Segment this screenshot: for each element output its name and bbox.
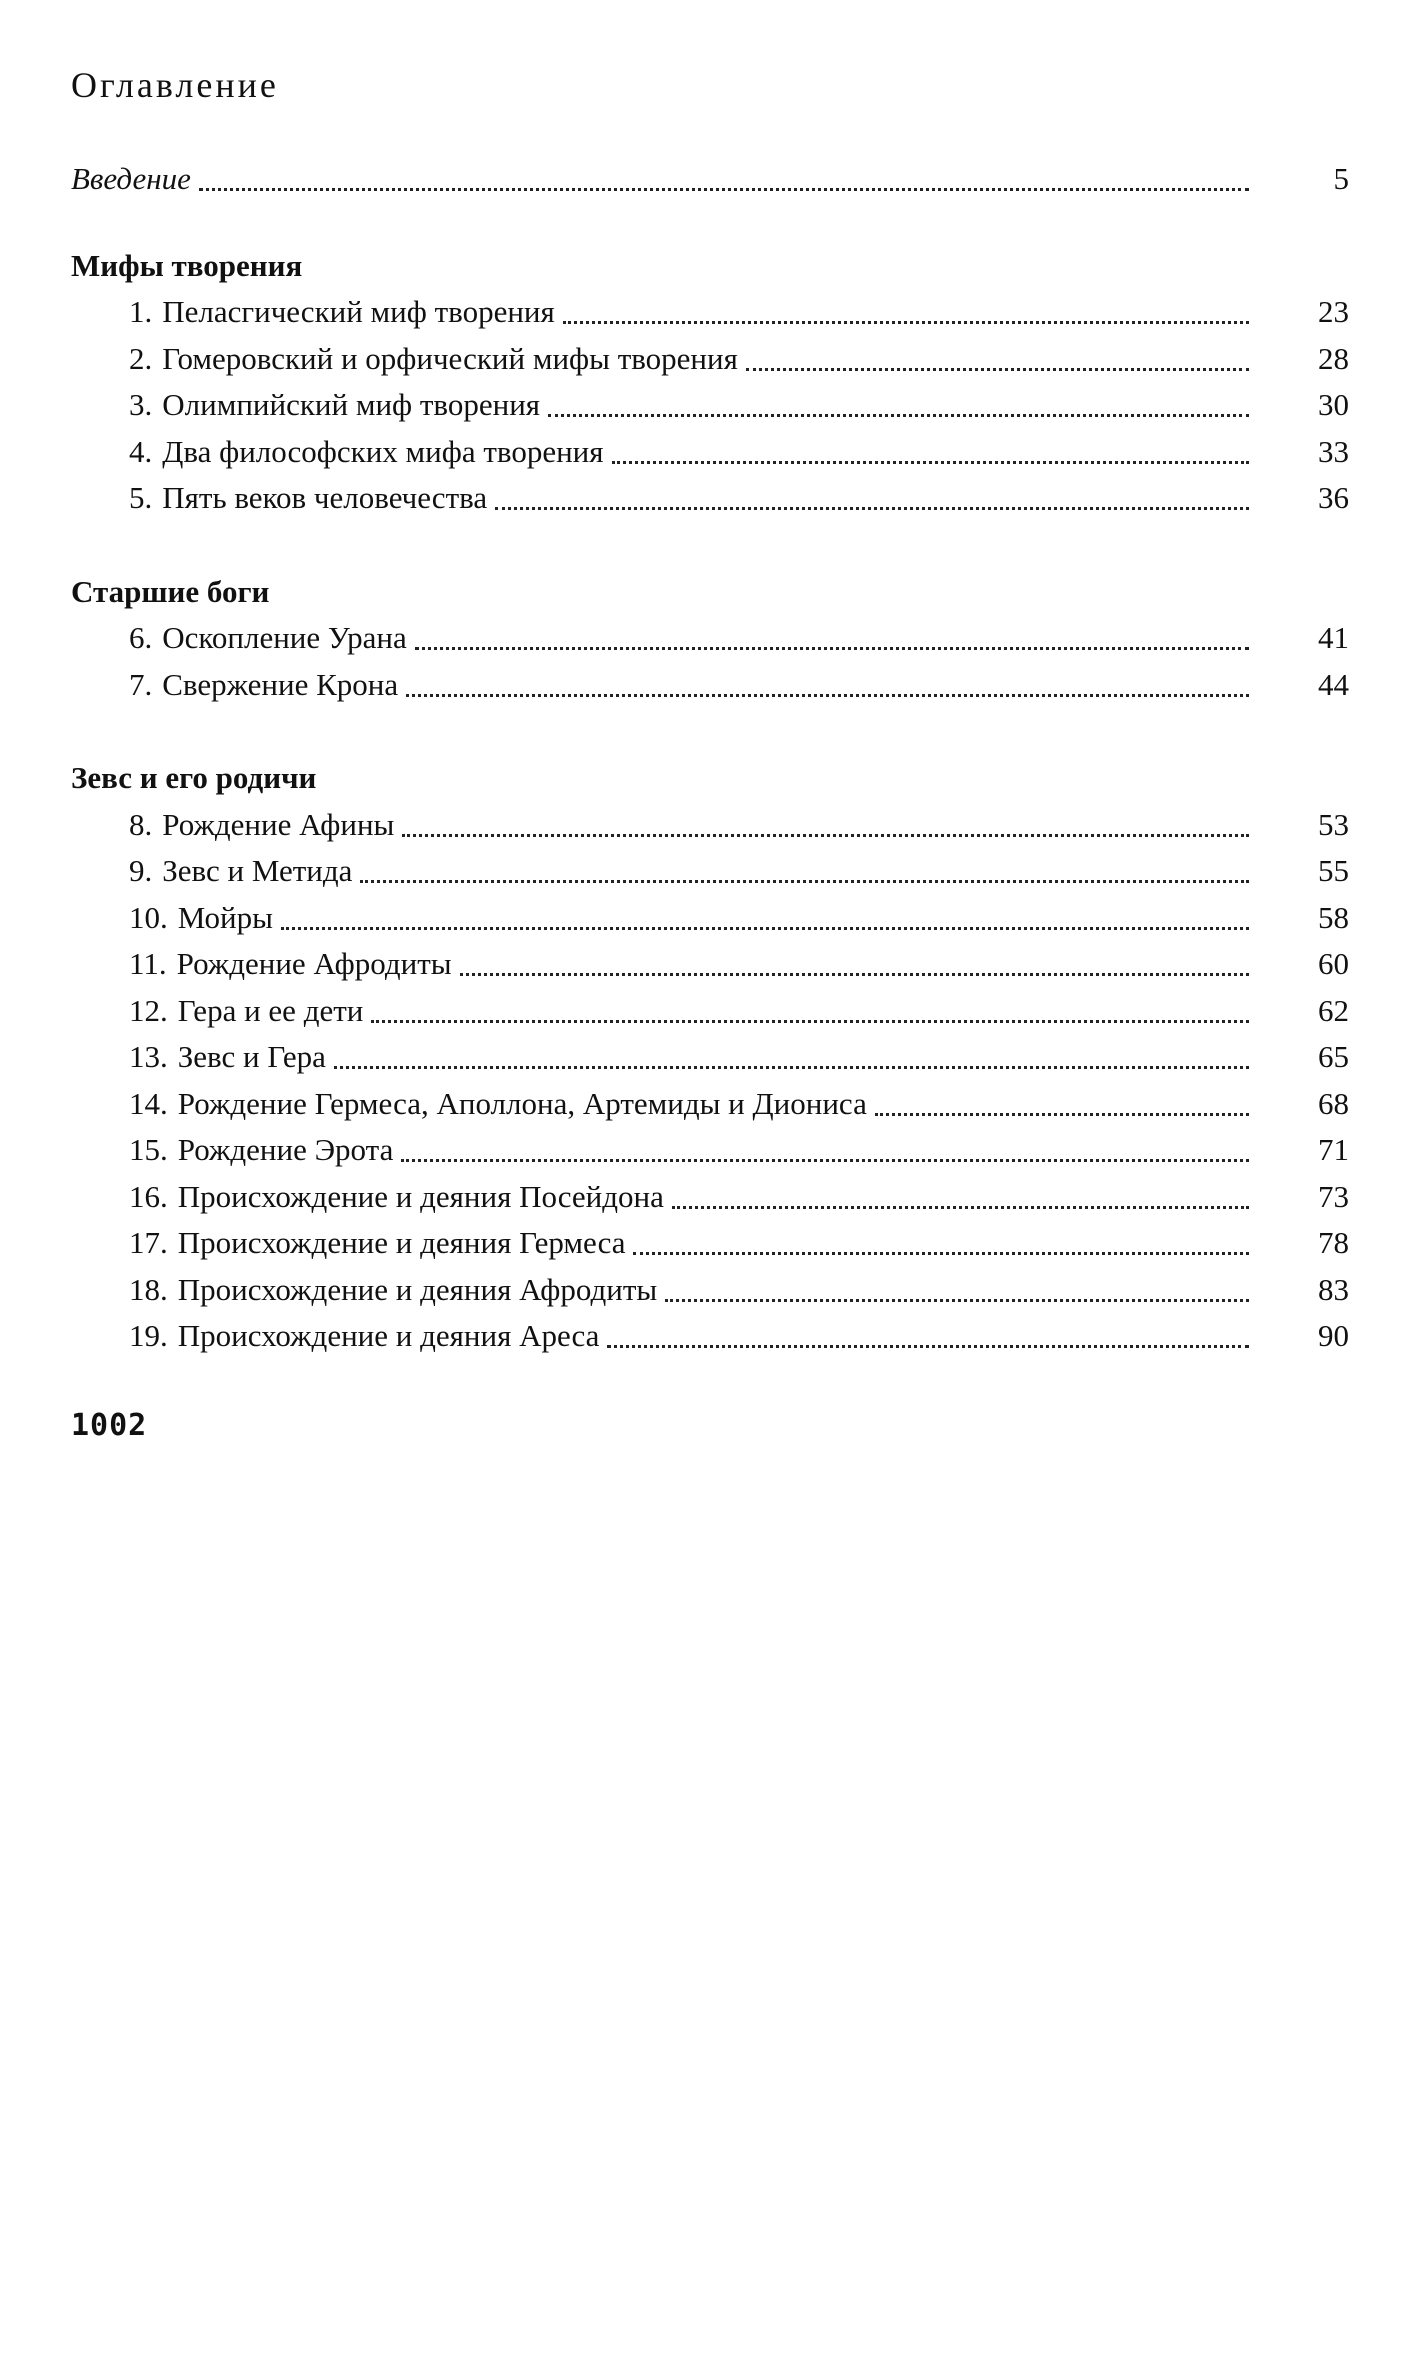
- toc-entry-number: 6.: [129, 620, 153, 655]
- toc-entry-number: 3.: [129, 387, 153, 422]
- toc-entry[interactable]: [71, 988, 1349, 1035]
- toc-entry-title: Происхождение и деяния Гермеса: [177, 1225, 626, 1260]
- page-title: Оглавление: [71, 65, 279, 105]
- toc-entry[interactable]: [71, 941, 1349, 988]
- toc-entry-title: Зевс и Метида: [162, 853, 353, 888]
- toc-entry-page: 23: [1318, 294, 1349, 329]
- section-title: Зевс и его родичи: [71, 760, 317, 795]
- toc-entry-number: 8.: [129, 806, 153, 842]
- dot-leader: [334, 1065, 1249, 1069]
- toc-entry-page: 60: [1318, 946, 1349, 981]
- toc-entry-page: 83: [1318, 1271, 1349, 1307]
- dot-leader: [612, 460, 1249, 464]
- toc-entry-number: 13.: [129, 1039, 168, 1074]
- toc-entry-title: Гера и ее дети: [177, 992, 364, 1028]
- toc-entry-page: 5: [1333, 161, 1349, 196]
- toc-entry[interactable]: [71, 895, 1349, 942]
- section-spacer: [71, 203, 1349, 243]
- toc-entry-number: 5.: [129, 480, 153, 515]
- toc-sections: [71, 203, 1349, 1360]
- toc-entry-title: Рождение Афродиты: [176, 946, 452, 981]
- page-folio: 1002: [71, 1408, 148, 1443]
- toc-entry-title: Рождение Эрота: [177, 1132, 394, 1167]
- toc-entry[interactable]: [71, 1174, 1349, 1221]
- dot-leader: [548, 413, 1249, 417]
- dot-leader: [281, 926, 1249, 930]
- toc-entry-page: 78: [1318, 1225, 1349, 1260]
- toc-entry-title: Два философских мифа творения: [162, 433, 604, 469]
- dot-leader: [371, 1019, 1249, 1023]
- toc-entry-number: 4.: [129, 433, 153, 469]
- dot-leader: [406, 693, 1249, 697]
- toc-entry-title: Олимпийский миф творения: [162, 387, 541, 422]
- toc-entry-title: Введение: [71, 161, 191, 196]
- toc-entry-page: 55: [1318, 853, 1349, 888]
- spacer: [71, 110, 1349, 156]
- toc-entry-title: Мойры: [177, 899, 273, 935]
- toc-entry[interactable]: [71, 1313, 1349, 1360]
- section-title: Старшие боги: [71, 573, 270, 609]
- toc-entry-title: Пеласгический миф творения: [162, 294, 555, 329]
- toc-entry[interactable]: [71, 662, 1349, 709]
- toc-page: [71, 60, 1349, 1360]
- toc-entry-page: 36: [1318, 480, 1349, 515]
- toc-entry[interactable]: [71, 289, 1349, 336]
- dot-leader: [415, 646, 1249, 650]
- toc-entry-number: 7.: [129, 666, 153, 702]
- section-title: Мифы творения: [71, 247, 303, 283]
- toc-entry-page: 58: [1318, 899, 1349, 935]
- toc-entry-number: 12.: [129, 992, 168, 1028]
- toc-entry-title: Рождение Афины: [162, 806, 395, 842]
- toc-entry[interactable]: [71, 336, 1349, 383]
- dot-leader: [402, 833, 1249, 837]
- toc-entry-page: 53: [1318, 806, 1349, 842]
- toc-entry-title: Рождение Гермеса, Аполлона, Артемиды и Диониса: [177, 1085, 867, 1121]
- toc-entry-page: 33: [1318, 433, 1349, 469]
- dot-leader: [746, 367, 1249, 371]
- toc-entry[interactable]: [71, 1267, 1349, 1314]
- toc-entry-number: 14.: [129, 1085, 168, 1121]
- section-spacer: [71, 522, 1349, 569]
- toc-entry[interactable]: [71, 1034, 1349, 1081]
- toc-entry-number: 2.: [129, 340, 153, 376]
- toc-entry[interactable]: [71, 1081, 1349, 1128]
- toc-entry-title: Происхождение и деяния Посейдона: [177, 1178, 664, 1214]
- toc-entry[interactable]: [71, 429, 1349, 476]
- toc-entry-page: 30: [1318, 387, 1349, 422]
- toc-entry[interactable]: [71, 1127, 1349, 1174]
- dot-leader: [360, 879, 1249, 883]
- toc-entry-page: 41: [1318, 620, 1349, 655]
- toc-entry-title: Происхождение и деяния Афродиты: [177, 1271, 658, 1307]
- toc-entry-page: 71: [1318, 1132, 1349, 1167]
- dot-leader: [633, 1251, 1249, 1255]
- dot-leader: [607, 1344, 1249, 1348]
- toc-entry-page: 28: [1318, 340, 1349, 376]
- toc-entry-title: Свержение Крона: [162, 666, 399, 702]
- toc-entry-page: 62: [1318, 992, 1349, 1028]
- toc-entry-page: 65: [1318, 1039, 1349, 1074]
- dot-leader: [875, 1112, 1249, 1116]
- toc-entry-title: Гомеровский и орфический мифы творения: [162, 340, 738, 376]
- dot-leader: [495, 506, 1249, 510]
- dot-leader: [460, 972, 1249, 976]
- toc-entry-number: 19.: [129, 1318, 168, 1353]
- toc-entry-page: 73: [1318, 1178, 1349, 1214]
- toc-entry-intro[interactable]: [71, 156, 1349, 203]
- toc-entry-title: Оскопление Урана: [162, 620, 407, 655]
- toc-entry-number: 10.: [129, 899, 168, 935]
- toc-entry-title: Пять веков человечества: [162, 480, 488, 515]
- toc-entry-number: 18.: [129, 1271, 168, 1307]
- dot-leader: [672, 1205, 1249, 1209]
- toc-entry[interactable]: [71, 802, 1349, 849]
- toc-entry-number: 16.: [129, 1178, 168, 1214]
- toc-entry-page: 68: [1318, 1085, 1349, 1121]
- toc-entry-number: 17.: [129, 1225, 168, 1260]
- toc-entry[interactable]: [71, 848, 1349, 895]
- toc-entry-number: 15.: [129, 1132, 168, 1167]
- toc-entry-page: 44: [1318, 666, 1349, 702]
- toc-entry-number: 1.: [129, 294, 153, 329]
- section-spacer: [71, 708, 1349, 755]
- dot-leader: [199, 187, 1249, 191]
- toc-entry[interactable]: [71, 1220, 1349, 1267]
- toc-entry-number: 11.: [129, 946, 167, 981]
- toc-entry[interactable]: [71, 475, 1349, 522]
- toc-entry[interactable]: [71, 615, 1349, 662]
- dot-leader: [401, 1158, 1249, 1162]
- toc-entry-number: 9.: [129, 853, 153, 888]
- toc-entry[interactable]: [71, 382, 1349, 429]
- dot-leader: [563, 320, 1249, 324]
- toc-entry-title: Зевс и Гера: [177, 1039, 326, 1074]
- dot-leader: [665, 1298, 1249, 1302]
- toc-entry-title: Происхождение и деяния Ареса: [177, 1318, 600, 1353]
- toc-entry-page: 90: [1318, 1318, 1349, 1353]
